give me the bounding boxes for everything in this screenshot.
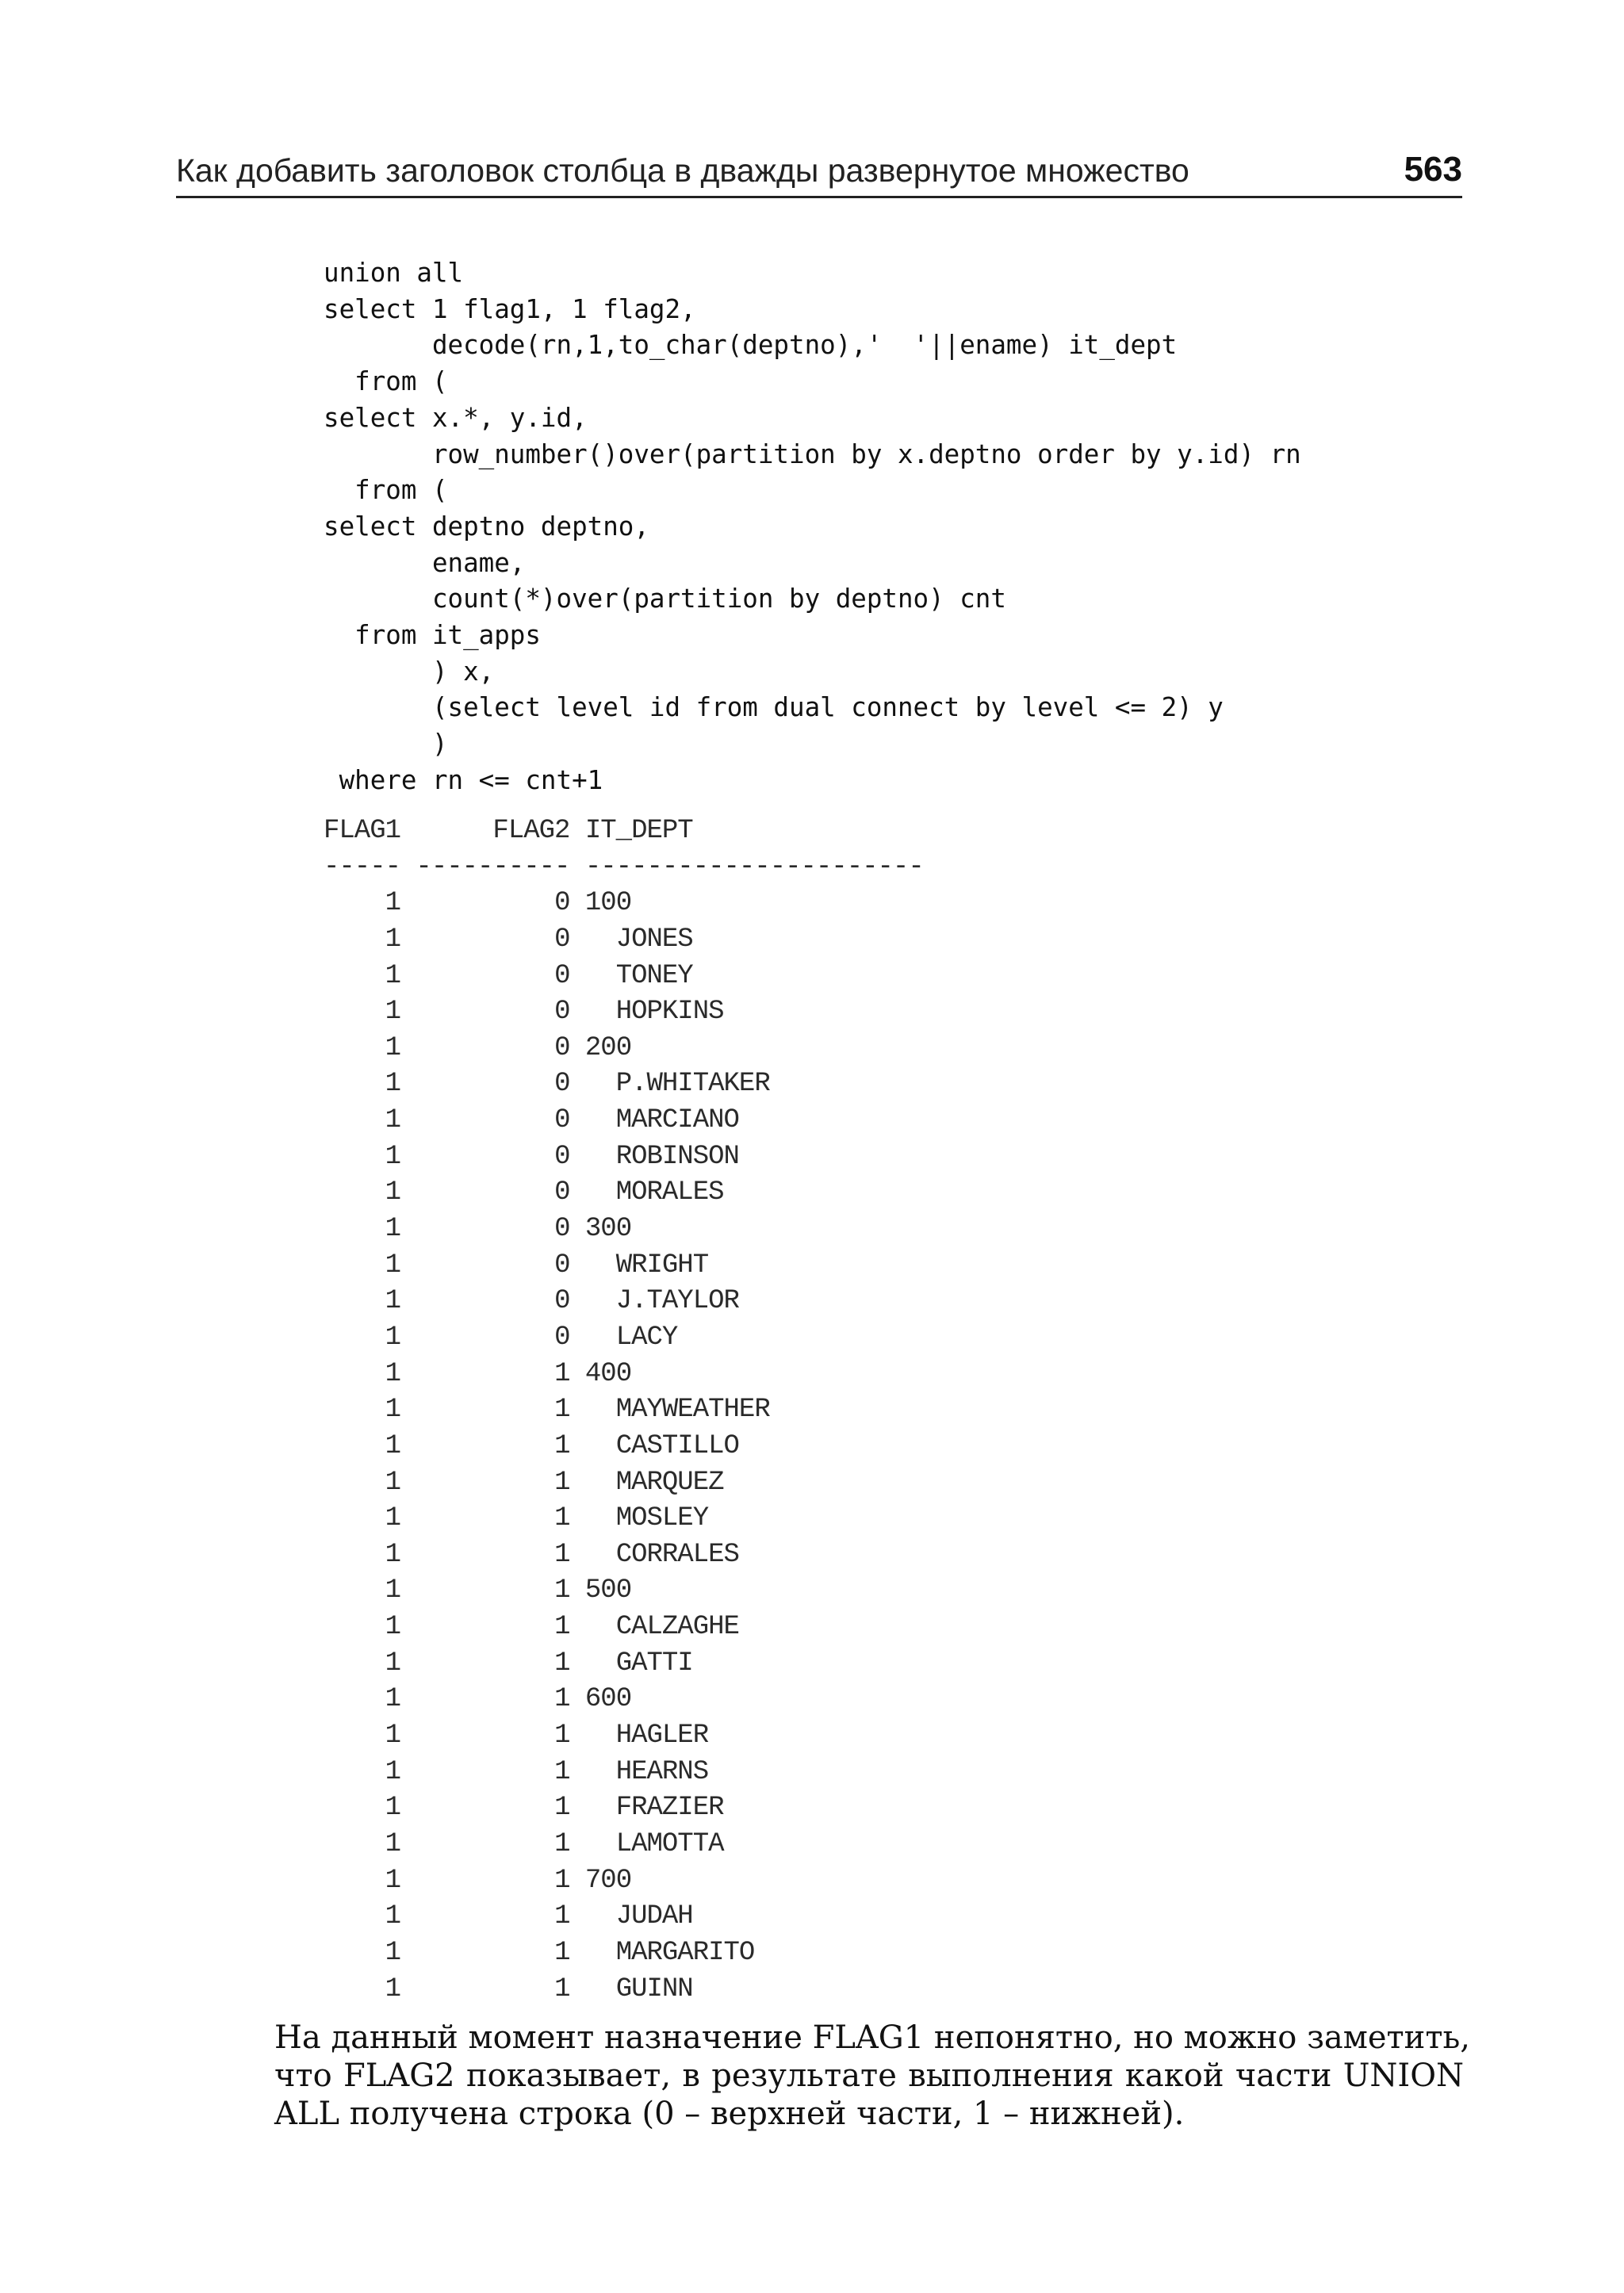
- it-dept-cell: JONES: [584, 924, 693, 955]
- flag2-cell: 0: [554, 1322, 570, 1353]
- flag2-cell: 1: [554, 1721, 570, 1751]
- result-row: [324, 1031, 924, 1067]
- flag2-cell: 0: [554, 960, 570, 991]
- flag2-cell: 1: [554, 1430, 570, 1461]
- flag2-cell: 0: [554, 1105, 570, 1136]
- flag1-cell: 1: [385, 960, 401, 991]
- paragraph-line: На данный момент назначение FLAG1 непонятно, но можно заметить,: [274, 2019, 1470, 2056]
- flag2-cell: 1: [554, 1648, 570, 1679]
- flag2-cell: 0: [554, 1069, 570, 1100]
- flag1-cell: 1: [385, 1937, 401, 1968]
- result-row: [324, 1320, 924, 1357]
- result-row: [324, 1899, 924, 1935]
- flag2-cell: 1: [554, 1865, 570, 1896]
- it-dept-cell: 400: [584, 1358, 632, 1389]
- flag2-cell: 0: [554, 888, 570, 919]
- it-dept-cell: FRAZIER: [584, 1793, 724, 1824]
- flag2-cell: 1: [554, 1937, 570, 1968]
- running-title: Как добавить заголовок столбца в дважды развернутое множество: [176, 152, 1189, 189]
- code-line: select 1 flag1, 1 flag2,: [324, 293, 696, 324]
- it-dept-cell: GUINN: [584, 1973, 693, 2004]
- flag1-cell: 1: [385, 1973, 401, 2004]
- flag2-cell: 1: [554, 1503, 570, 1534]
- flag2-cell: 0: [554, 1286, 570, 1317]
- flag1-cell: 1: [385, 1793, 401, 1824]
- result-row: [324, 959, 924, 995]
- result-row: [324, 1066, 924, 1103]
- it-dept-cell: HOPKINS: [584, 997, 724, 1028]
- code-line: ) x,: [324, 656, 495, 687]
- flag2-cell: 0: [554, 1032, 570, 1063]
- flag2-cell: 1: [554, 1973, 570, 2004]
- flag1-cell: 1: [385, 1828, 401, 1859]
- flag1-cell: 1: [385, 1467, 401, 1498]
- it-dept-cell: MARQUEZ: [584, 1467, 724, 1498]
- code-line: union all: [324, 258, 464, 288]
- result-row: [324, 1284, 924, 1320]
- flag1-cell: 1: [385, 1214, 401, 1245]
- sql-code-block: [324, 255, 1301, 799]
- code-line: row_number()over(partition by x.deptno order by y.id) rn: [324, 438, 1301, 469]
- code-line: (select level id from dual connect by level <= 2) y: [324, 692, 1224, 723]
- flag1-cell: 1: [385, 1032, 401, 1063]
- it-dept-cell: ROBINSON: [584, 1141, 739, 1172]
- flag1-cell: 1: [385, 1684, 401, 1715]
- result-row: [324, 1682, 924, 1718]
- flag1-cell: 1: [385, 1358, 401, 1389]
- paragraph-line: ALL получена строка (0 – верхней части, 1 – нижней).: [274, 2096, 1185, 2132]
- it-dept-cell: MARGARITO: [584, 1937, 755, 1968]
- flag2-cell: 0: [554, 1214, 570, 1245]
- it-dept-cell: MARCIANO: [584, 1105, 739, 1136]
- result-separator-line: ----- ---------- ----------------------: [324, 852, 924, 882]
- flag1-cell: 1: [385, 1865, 401, 1896]
- it-dept-cell: HEARNS: [584, 1756, 709, 1787]
- code-line: from (: [324, 475, 448, 506]
- result-row: [324, 1646, 924, 1682]
- result-row: [324, 1863, 924, 1900]
- it-dept-cell: 600: [584, 1684, 632, 1715]
- page-number: 563: [1404, 150, 1462, 189]
- it-dept-cell: P.WHITAKER: [584, 1069, 770, 1100]
- it-dept-cell: LAMOTTA: [584, 1828, 724, 1859]
- flag1-cell: 1: [385, 1648, 401, 1679]
- result-row: [324, 1175, 924, 1212]
- code-line: select deptno deptno,: [324, 511, 649, 542]
- result-row: [324, 1790, 924, 1827]
- flag1-cell: 1: [385, 1105, 401, 1136]
- result-row: [324, 1465, 924, 1502]
- it-dept-cell: 300: [584, 1214, 632, 1245]
- result-row: [324, 1139, 924, 1176]
- result-row: [324, 1537, 924, 1574]
- code-line: from it_apps: [324, 620, 541, 651]
- flag1-cell: 1: [385, 1539, 401, 1570]
- result-row: [324, 1212, 924, 1248]
- code-line: where rn <= cnt+1: [324, 764, 603, 795]
- result-header-line: FLAG1 FLAG2 IT_DEPT: [324, 816, 693, 846]
- flag2-cell: 1: [554, 1395, 570, 1426]
- code-line: from (: [324, 366, 448, 397]
- running-head: [176, 147, 1462, 198]
- result-row: [324, 1357, 924, 1393]
- flag1-cell: 1: [385, 1322, 401, 1353]
- it-dept-cell: JUDAH: [584, 1901, 693, 1932]
- flag2-cell: 1: [554, 1358, 570, 1389]
- flag1-cell: 1: [385, 997, 401, 1028]
- result-row: [324, 1392, 924, 1429]
- flag1-cell: 1: [385, 1395, 401, 1426]
- result-row: [324, 1501, 924, 1537]
- flag1-cell: 1: [385, 1430, 401, 1461]
- it-dept-cell: 200: [584, 1032, 632, 1063]
- result-row: [324, 1755, 924, 1791]
- it-dept-cell: WRIGHT: [584, 1250, 709, 1280]
- result-row: [324, 1718, 924, 1755]
- flag1-cell: 1: [385, 888, 401, 919]
- it-dept-cell: CALZAGHE: [584, 1612, 739, 1643]
- result-row: [324, 1972, 924, 2008]
- flag1-cell: 1: [385, 1250, 401, 1280]
- it-dept-cell: CORRALES: [584, 1539, 739, 1570]
- it-dept-cell: HAGLER: [584, 1721, 709, 1751]
- result-row: [324, 1935, 924, 1972]
- flag2-cell: 0: [554, 1141, 570, 1172]
- flag2-cell: 0: [554, 1250, 570, 1280]
- it-dept-cell: 500: [584, 1575, 632, 1606]
- paragraph-line: что FLAG2 показывает, в результате выполнения какой части UNION: [274, 2058, 1464, 2094]
- flag1-cell: 1: [385, 924, 401, 955]
- flag1-cell: 1: [385, 1141, 401, 1172]
- result-row: [324, 886, 924, 922]
- code-line: ): [324, 729, 448, 760]
- flag2-cell: 1: [554, 1575, 570, 1606]
- it-dept-cell: TONEY: [584, 960, 693, 991]
- flag1-cell: 1: [385, 1286, 401, 1317]
- flag2-cell: 1: [554, 1539, 570, 1570]
- result-row: [324, 1248, 924, 1284]
- query-result-listing: [324, 813, 924, 2008]
- code-line: count(*)over(partition by deptno) cnt: [324, 584, 1006, 614]
- it-dept-cell: LACY: [584, 1322, 678, 1353]
- flag1-cell: 1: [385, 1612, 401, 1643]
- code-line: ename,: [324, 547, 526, 578]
- result-row: [324, 994, 924, 1031]
- result-row: [324, 922, 924, 959]
- flag1-cell: 1: [385, 1575, 401, 1606]
- flag1-cell: 1: [385, 1177, 401, 1208]
- flag1-cell: 1: [385, 1721, 401, 1751]
- result-row: [324, 1573, 924, 1610]
- it-dept-cell: CASTILLO: [584, 1430, 739, 1461]
- it-dept-cell: 100: [584, 888, 632, 919]
- body-paragraph: [274, 2019, 1470, 2133]
- flag2-cell: 1: [554, 1612, 570, 1643]
- flag2-cell: 1: [554, 1901, 570, 1932]
- it-dept-cell: J.TAYLOR: [584, 1286, 739, 1317]
- flag1-cell: 1: [385, 1503, 401, 1534]
- flag2-cell: 0: [554, 1177, 570, 1208]
- result-row: [324, 1610, 924, 1646]
- flag1-cell: 1: [385, 1069, 401, 1100]
- result-row: [324, 1429, 924, 1465]
- it-dept-cell: 700: [584, 1865, 632, 1896]
- code-line: select x.*, y.id,: [324, 402, 588, 433]
- flag2-cell: 1: [554, 1793, 570, 1824]
- flag2-cell: 1: [554, 1684, 570, 1715]
- result-row: [324, 1827, 924, 1863]
- flag2-cell: 1: [554, 1756, 570, 1787]
- flag2-cell: 0: [554, 997, 570, 1028]
- flag1-cell: 1: [385, 1901, 401, 1932]
- result-row: [324, 1103, 924, 1139]
- code-line: decode(rn,1,to_char(deptno),' '||ename) it_dept: [324, 330, 1178, 361]
- it-dept-cell: MOSLEY: [584, 1503, 709, 1534]
- it-dept-cell: MORALES: [584, 1177, 724, 1208]
- flag1-cell: 1: [385, 1756, 401, 1787]
- it-dept-cell: MAYWEATHER: [584, 1395, 770, 1426]
- flag2-cell: 1: [554, 1467, 570, 1498]
- it-dept-cell: GATTI: [584, 1648, 693, 1679]
- flag2-cell: 1: [554, 1828, 570, 1859]
- flag2-cell: 0: [554, 924, 570, 955]
